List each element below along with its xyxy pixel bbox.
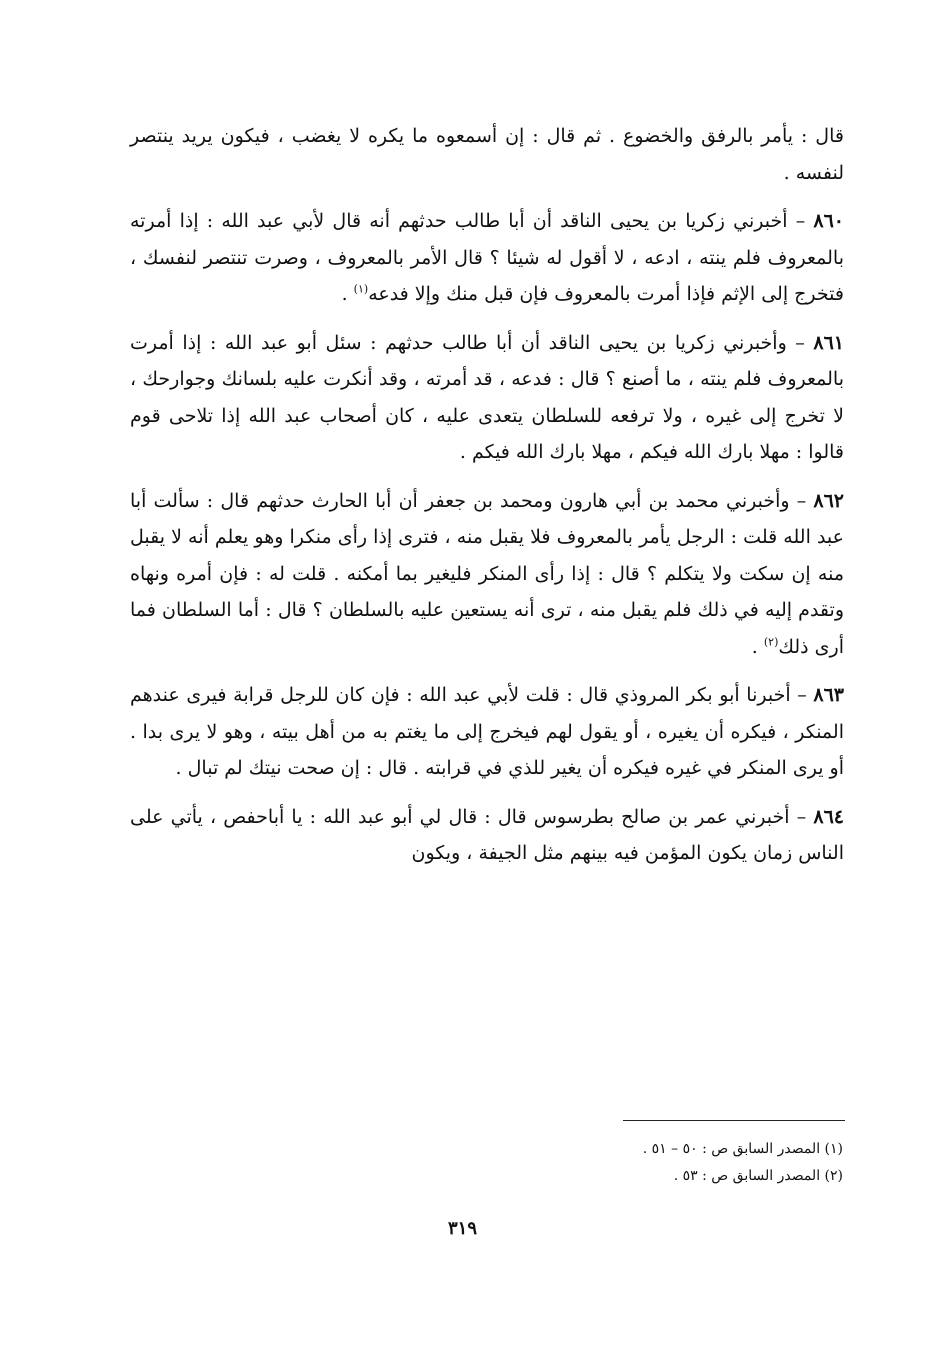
- footnote-divider: [623, 1120, 845, 1121]
- paragraph-text: قال : يأمر بالرفق والخضوع . ثم قال : إن أسمعوه ما يكره لا يغضب ، فيكون يريد ينتصر لنفسه .: [130, 125, 844, 184]
- footnote-1: (١) المصدر السابق ص : ٥٠ – ٥١ .: [642, 1141, 843, 1157]
- paragraph-text: – أخبرني زكريا بن يحيى الناقد أن أبا طالب حدثهم أنه قال لأبي عبد الله : إذا أمرته بالمعروف فلم ينته ، ادعه ، لا أقول له شيئا ؟ قال الأمر بالمعروف ، وصرت تنتصر لنفسك ، فتخرج إلى الإثم فإذا أمرت بالمعروف فإن قبل منك وإلا فدعه: [130, 210, 844, 305]
- footnote-2: (٢) المصدر السابق ص : ٥٣ .: [673, 1168, 843, 1184]
- footnotes: [343, 1136, 843, 1190]
- paragraph-number: ٨٦٠: [813, 210, 844, 232]
- paragraph-text: – وأخبرني محمد بن أبي هارون ومحمد بن جعفر أن أبا الحارث حدثهم قال : سألت أبا عبد الله قلت : الرجل يأمر بالمعروف فلا يقبل منه ، فترى إذا رأى منكرا وهو يعلم أنه لا يقبل منه إن سكت ولا يتكلم ؟ قال : إذا رأى المنكر فليغير بما أمكنه . قلت له : فإن أمره ونهاه وتقدم إليه في ذلك فلم يقبل منه ، ترى أنه يستعين عليه بالسلطان ؟ قال : أما السلطان فما أرى ذلك: [130, 489, 844, 658]
- paragraph-861: [130, 325, 844, 471]
- paragraph-continuation: [130, 118, 844, 191]
- page-number: ٣١٩: [447, 1218, 477, 1239]
- paragraph-text: – وأخبرني زكريا بن يحيى الناقد أن أبا طالب حدثهم : سئل أبو عبد الله : إذا أمرت بالمعروف فلم ينته ، ما أصنع ؟ قال : فدعه ، قد أمرته ، وقد أنكرت عليه بلسانك وجوارحك ، لا تخرج إلى غيره ، ولا ترفعه للسلطان يتعدى عليه ، كان أصحاب عبد الله إذا تلاحى قوم قالوا : مهلا بارك الله فيكم ، مهلا بارك الله فيكم .: [130, 331, 844, 463]
- paragraph-864: [130, 799, 844, 872]
- footnote-reference: (١): [353, 282, 369, 296]
- main-text: [130, 118, 844, 872]
- footnote-reference: (٢): [763, 635, 779, 649]
- paragraph-text: – أخبرنا أبو بكر المروذي قال : قلت لأبي عبد الله : فإن كان للرجل قرابة فيرى عندهم المنكر ، فيكره أن يغيره ، أو يقول لهم فيخرج إلى ما يغتم به من أهل بيته ، وهو لا يرى بدا . أو يرى المنكر في غيره فيكره أن يغير للذي في قرابته . قال : إن صحت نيتك لم تبال .: [130, 684, 844, 779]
- paragraph-number: ٨٦١: [813, 331, 844, 354]
- paragraph-number: ٨٦٤: [813, 805, 844, 828]
- paragraph-text: – أخبرني عمر بن صالح بطرسوس قال : قال لي أبو عبد الله : يا أباحفص ، يأتي على الناس زمان يكون المؤمن فيه بينهم مثل الجيفة ، ويكون: [130, 805, 844, 864]
- paragraph-863: [130, 677, 844, 787]
- paragraph-number: ٨٦٢: [813, 489, 844, 512]
- paragraph-862: ٨٦٢ – وأخبرني محمد بن أبي هارون ومحمد بن جعفر أن أبا الحارث حدثهم قال : سألت أبا عبد الله قلت : الرجل يأمر بالمعروف فلا يقبل منه ، فترى إذا رأى منكرا وهو يعلم أنه لا يقبل منه إن سكت ولا يتكلم ؟ قال : إذا رأى المنكر فليغير بما أمكنه . قلت له : فإن أمره ونهاه وتقدم إليه في ذلك فلم يقبل منه ، ترى أنه يستعين عليه بالسلطان ؟ قال : أما السلطان فما أرى ذلك$^{(٢)}$ .: [130, 489, 844, 658]
- paragraph-860: ٨٦٠ – أخبرني زكريا بن يحيى الناقد أن أبا طالب حدثهم أنه قال لأبي عبد الله : إذا أمرته بالمعروف فلم ينته ، ادعه ، لا أقول له شيئا ؟ قال الأمر بالمعروف ، وصرت تنتصر لنفسك ، فتخرج إلى الإثم فإذا أمرت بالمعروف فإن قبل منك وإلا فدعه$^{(١)}$ .: [130, 210, 844, 305]
- paragraph-number: ٨٦٣: [813, 684, 845, 706]
